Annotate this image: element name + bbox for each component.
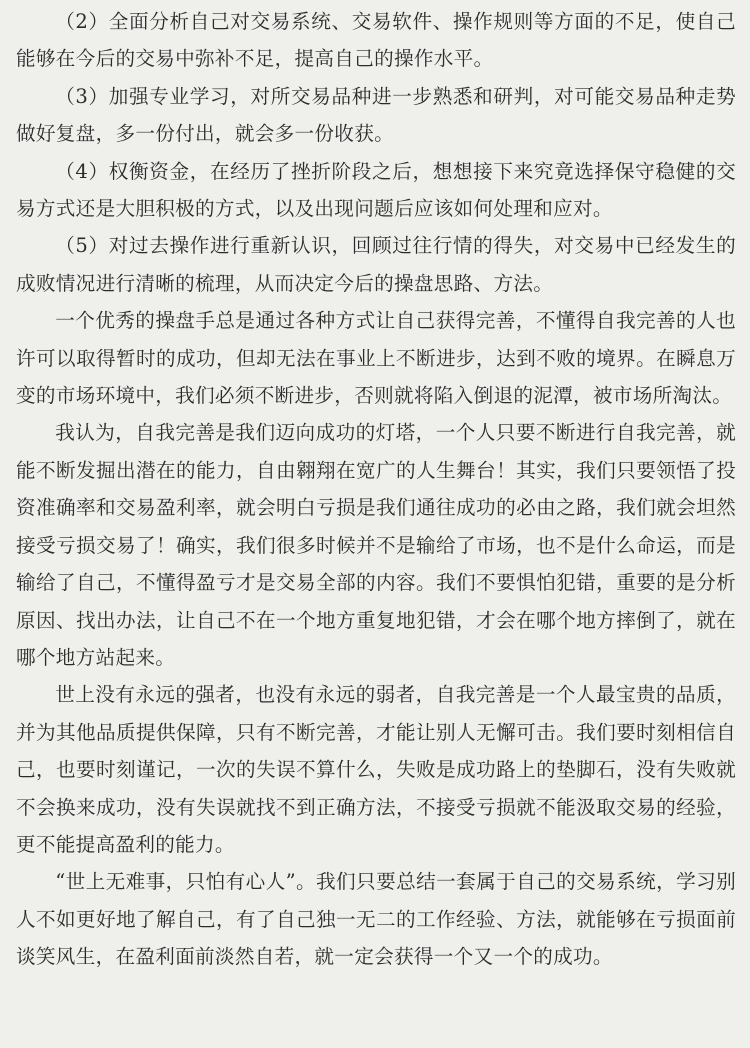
paragraph-self-improvement: 一个优秀的操盘手总是通过各种方式让自己获得完善，不懂得自我完善的人也许可以取得暂时的成功，但却无法在事业上不断进步，达到不败的境界。在瞬息万变的市场环境中，我们必须不断进步，否则就将陷入倒退的泥潭，被市场所淘汰。 (16, 309, 736, 408)
paragraph-no-eternal-strong: 世上没有永远的强者，也没有永远的弱者，自我完善是一个人最宝贵的品质，并为其他品质提供保障，只有不断完善，才能让别人无懈可击。我们要时刻相信自己，也要时刻谨记，一次的失误不算什么，失败是成功路上的垫脚石，没有失败就不会换来成功，没有失误就找不到正确方法，不接受亏损就不能汲取交易的经验，更不能提高盈利的能力。 (16, 683, 736, 856)
paragraph-step-2: （2）全面分析自己对交易系统、交易软件、操作规则等方面的不足，使自己能够在今后的交易中弥补不足，提高自己的操作水平。 (16, 10, 736, 71)
paragraph-step-5: （5）对过去操作进行重新认识，回顾过往行情的得失，对交易中已经发生的成败情况进行清晰的梳理，从而决定今后的操盘思路、方法。 (16, 234, 736, 295)
paragraph-lighthouse: 我认为，自我完善是我们迈向成功的灯塔，一个人只要不断进行自我完善，就能不断发掘出潜在的能力，自由翱翔在宽广的人生舞台！其实，我们只要领悟了投资准确率和交易盈利率，就会明白亏损是我们通往成功的必由之路，我们就会坦然接受亏损交易了！确实，我们很多时候并不是输给了市场，也不是什么命运，而是输给了自己，不懂得盈亏才是交易全部的内容。我们不要惧怕犯错，重要的是分析原因、找出办法，让自己不在一个地方重复地犯错，才会在哪个地方摔倒了，就在哪个地方站起来。 (16, 421, 736, 669)
paragraph-step-3: （3）加强专业学习，对所交易品种进一步熟悉和研判，对可能交易品种走势做好复盘，多一份付出，就会多一份收获。 (16, 84, 736, 146)
paragraph-conclusion: “世上无难事，只怕有心人”。我们只要总结一套属于自己的交易系统，学习别人不如更好地了解自己，有了自己独一无二的工作经验、方法，就能够在亏损面前谈笑风生，在盈利面前淡然自若，就一定会获得一个又一个的成功。 (16, 870, 736, 969)
paragraph-step-4: （4）权衡资金，在经历了挫折阶段之后，想想接下来究竟选择保守稳健的交易方式还是大胆积极的方式，以及出现问题后应该如何处理和应对。 (16, 159, 736, 221)
